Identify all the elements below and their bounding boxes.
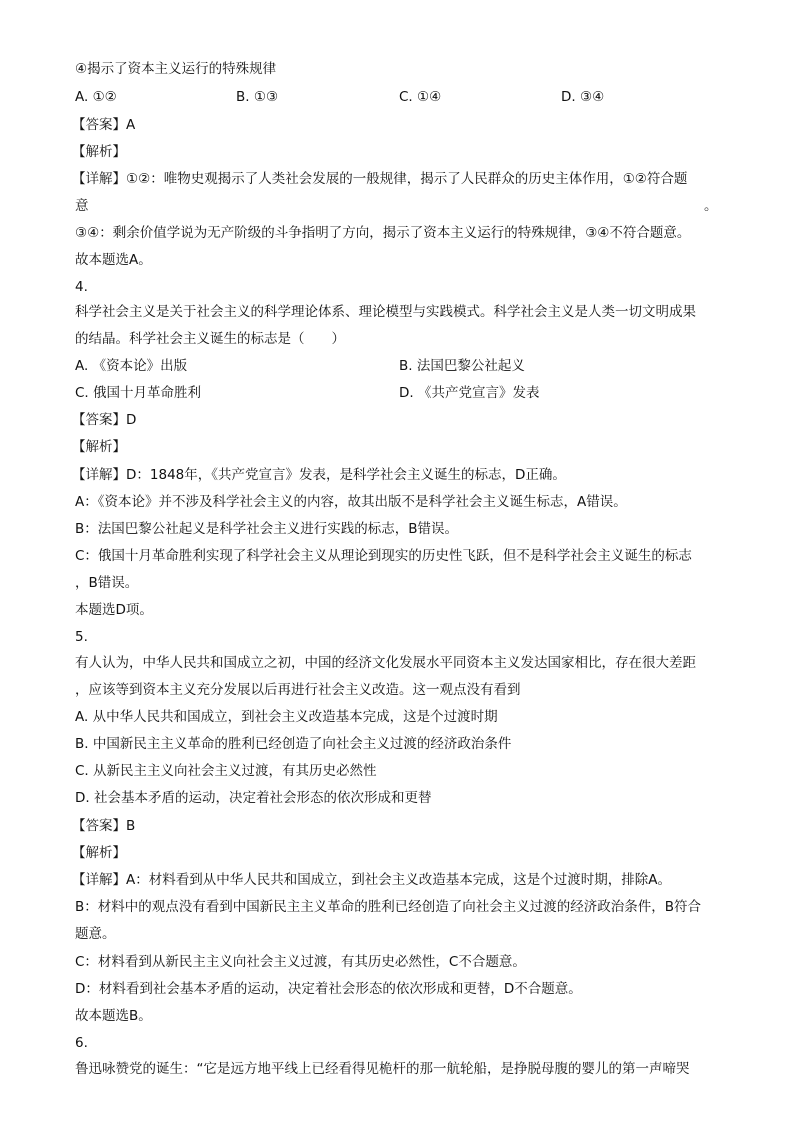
q3-analysis-heading: 【解析】 — [72, 144, 126, 160]
q4-stem-1: 科学社会主义是关于社会主义的科学理论体系、理论模型与实践模式。科学社会主义是人类一切文明成果 — [75, 304, 696, 320]
q5-detail-4: D：材料看到社会基本矛盾的运动，决定着社会形态的依次形成和更替，D不合题意。 — [75, 981, 582, 997]
q3-detail-1c: 。 — [704, 198, 718, 214]
q5-detail-2b: 题意。 — [75, 926, 116, 942]
q4-option-d: D. 《共产党宣言》发表 — [399, 385, 540, 401]
q5-detail-1: 【详解】A：材料看到从中华人民共和国成立，到社会主义改造基本完成，这是个过渡时期，排除A。 — [72, 872, 671, 888]
q4-detail-4: C：俄国十月革命胜利实现了科学社会主义从理论到现实的历史性飞跃，但不是科学社会主义诞生的标志 — [75, 548, 692, 564]
q3-option-c: C. ①④ — [399, 89, 442, 105]
q3-option-d: D. ③④ — [561, 89, 605, 105]
q3-answer: 【答案】A — [72, 117, 136, 133]
q4-detail-1: 【详解】D：1848年，《共产党宣言》发表，是科学社会主义诞生的标志，D正确。 — [72, 467, 566, 483]
q6-stem-1: 鲁迅咏赞党的诞生：“它是远方地平线上已经看得见桅杆的那一航轮船，是挣脱母腹的婴儿的第一声啼哭 — [75, 1061, 690, 1077]
q4-stem-2: 的结晶。科学社会主义诞生的标志是（ ） — [75, 331, 345, 347]
q4-option-a: A. 《资本论》出版 — [75, 358, 188, 374]
q5-detail-3: C：材料看到从新民主主义向社会主义过渡，有其历史必然性，C不合题意。 — [75, 954, 526, 970]
q4-option-b: B. 法国巴黎公社起义 — [399, 358, 525, 374]
q5-number: 5. — [75, 629, 88, 645]
q4-conclusion: 本题选D项。 — [75, 602, 153, 618]
q3-detail-1b: 意 — [75, 198, 89, 214]
q6-number: 6. — [75, 1035, 88, 1051]
q5-option-a: A. 从中华人民共和国成立，到社会主义改造基本完成，这是个过渡时期 — [75, 709, 498, 725]
q5-stem-2: ，应该等到资本主义充分发展以后再进行社会主义改造。这一观点没有看到 — [75, 682, 521, 698]
q4-detail-2: A：《资本论》并不涉及科学社会主义的内容，故其出版不是科学社会主义诞生标志，A错误。 — [75, 494, 627, 510]
q4-answer: 【答案】D — [72, 412, 137, 428]
q3-option-b: B. ①③ — [236, 89, 279, 105]
q5-option-b: B. 中国新民主主义革命的胜利已经创造了向社会主义过渡的经济政治条件 — [75, 736, 512, 752]
q5-option-c: C. 从新民主主义向社会主义过渡，有其历史必然性 — [75, 763, 377, 779]
q4-detail-4b: ，B错误。 — [75, 575, 139, 591]
q5-option-d: D. 社会基本矛盾的运动，决定着社会形态的依次形成和更替 — [75, 790, 432, 806]
q4-detail-3: B：法国巴黎公社起义是科学社会主义进行实践的标志，B错误。 — [75, 521, 459, 537]
q4-analysis-heading: 【解析】 — [72, 439, 126, 455]
q5-stem-1: 有人认为，中华人民共和国成立之初，中国的经济文化发展水平同资本主义发达国家相比，存在很大差距 — [75, 655, 696, 671]
q5-answer: 【答案】B — [72, 818, 136, 834]
q3-detail-2: ③④：剩余价值学说为无产阶级的斗争指明了方向，揭示了资本主义运行的特殊规律，③④不符合题意。 — [75, 225, 691, 241]
q5-analysis-heading: 【解析】 — [72, 845, 126, 861]
q4-number: 4. — [75, 279, 88, 295]
q3-detail-1: 【详解】①②：唯物史观揭示了人类社会发展的一般规律，揭示了人民群众的历史主体作用，①②符合题 — [72, 171, 688, 187]
q4-option-c: C. 俄国十月革命胜利 — [75, 385, 202, 401]
q3-item-4: ④揭示了资本主义运行的特殊规律 — [75, 61, 277, 77]
q3-conclusion: 故本题选A。 — [75, 252, 152, 268]
q3-option-a: A. ①② — [75, 89, 117, 105]
q5-conclusion: 故本题选B。 — [75, 1008, 152, 1024]
q5-detail-2: B：材料中的观点没有看到中国新民主主义革命的胜利已经创造了向社会主义过渡的经济政治条件，B符合 — [75, 899, 702, 915]
